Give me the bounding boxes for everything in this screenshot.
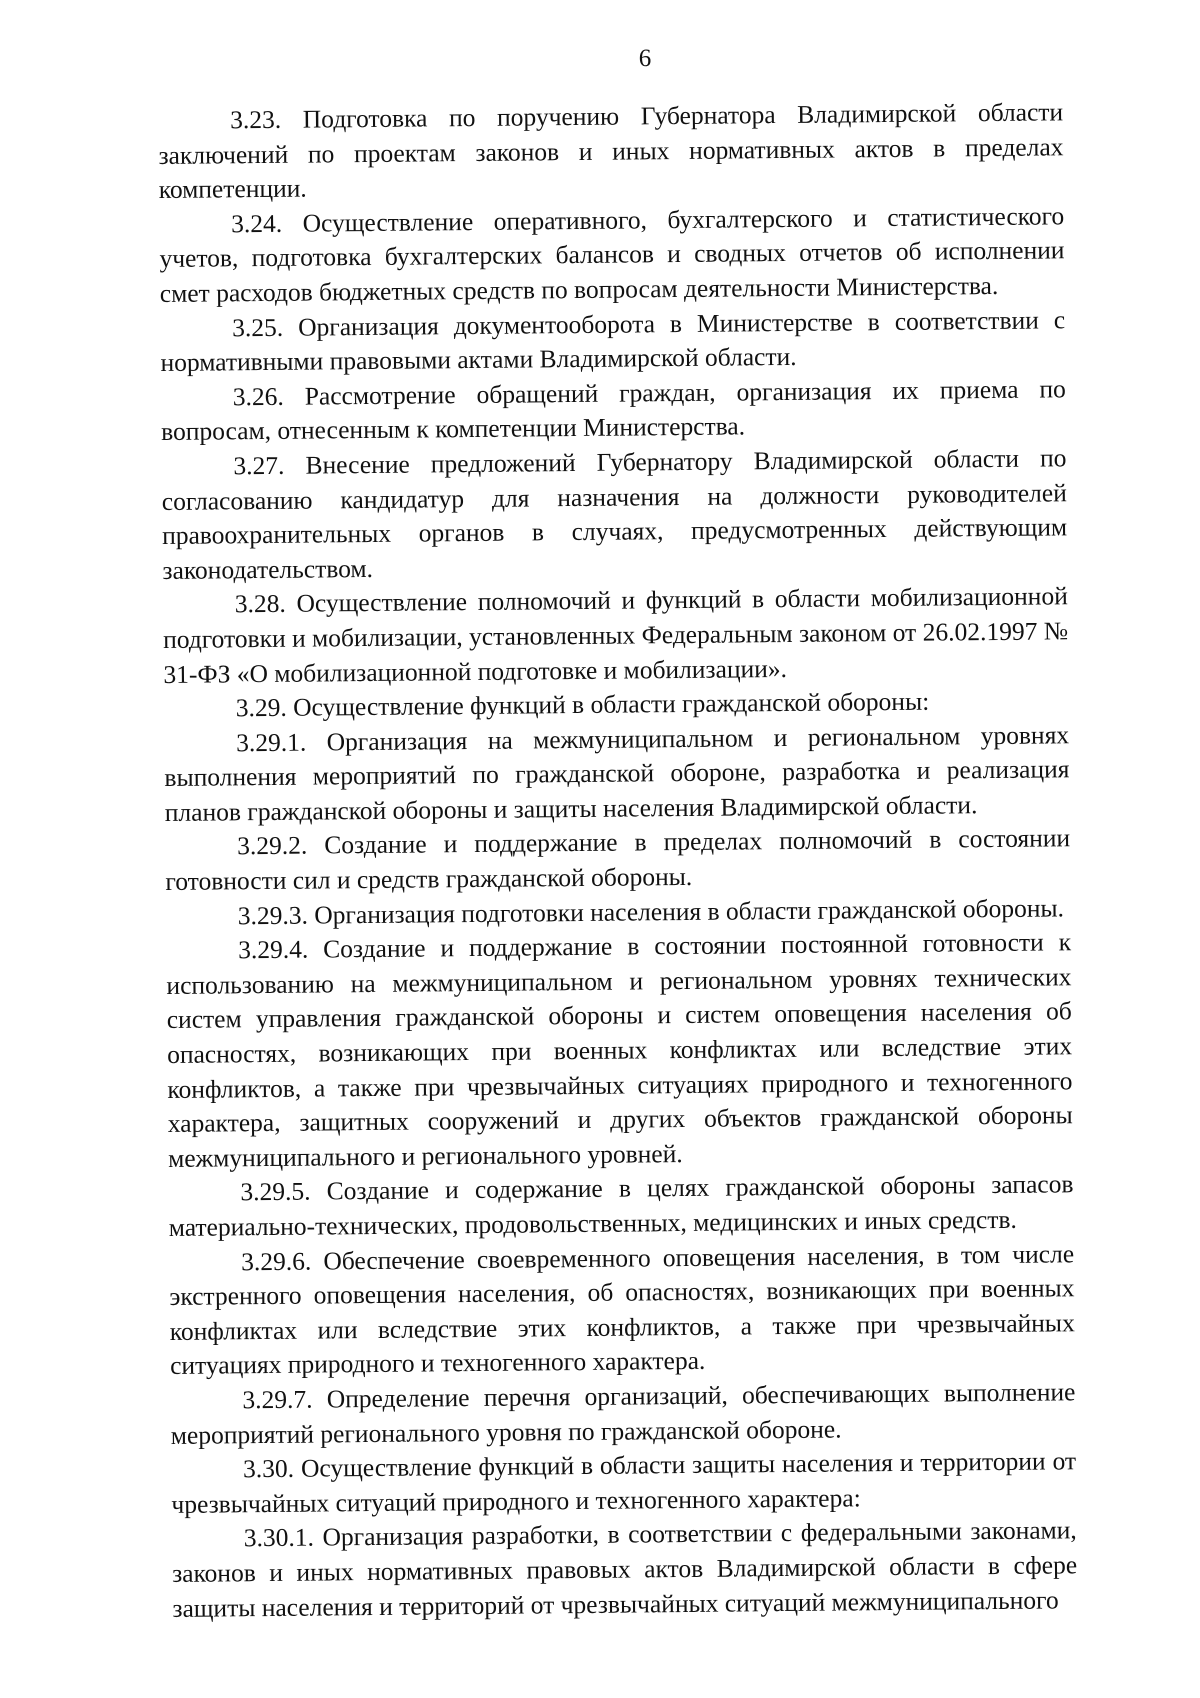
paragraph-3-28: 3.28. Осуществление полномочий и функций в области мобилизационной подготовки и мобилизации, установленных Федеральным законом от 26.02.1997 № 31-ФЗ «О мобилизационной подготовке и мобилизации». (163, 581, 1069, 689)
paragraph-3-29-1: 3.29.1. Организация на межмуниципальном и региональном уровнях выполнения мероприятий по гражданской обороне, разработка и реализация планов гражданской обороны и защиты населения Владимирской области. (164, 719, 1070, 827)
paragraph-3-29-5: 3.29.5. Создание и содержание в целях гражданской обороны запасов материально-технических, продовольственных, медицинских и иных средств. (168, 1169, 1074, 1242)
paragraph-3-27: 3.27. Внесение предложений Губернатору Владимирской области по согласованию кандидатур для назначения на должности руководителей правоохранительных органов в случаях, предусмотренных действующим законодательством. (161, 443, 1068, 585)
paragraph-3-26: 3.26. Рассмотрение обращений граждан, организация их приема по вопросам, отнесенным к компетенции Министерства. (161, 374, 1066, 447)
paragraph-3-29-2: 3.29.2. Создание и поддержание в пределах полномочий в состоянии готовности сил и средств гражданской обороны. (165, 823, 1071, 897)
paragraph-3-29-7: 3.29.7. Определение перечня организаций, обеспечивающих выполнение мероприятий регионального уровня по гражданской обороне. (170, 1377, 1076, 1450)
paragraph-3-29-3: 3.29.3. Организация подготовки населения в области гражданской обороны. (237, 892, 1065, 930)
paragraph-3-29-4: 3.29.4. Создание и поддержание в состоянии постоянной готовности к использованию на межмуниципальном и региональном уровнях технических систем управления гражданской обороны и систем оповещения населения об опасностях, возникающих при военных конфликтах или вследствие этих конфликтов, а также при чрезвычайных ситуациях природного и техногенного характера, защитных сооружений и других объектов гражданской обороны межмуниципального и регионального уровней. (166, 927, 1073, 1173)
paragraph-3-30: 3.30. Осуществление функций в области защиты населения и территории от чрезвычайных ситуаций природного и техногенного характера: (171, 1446, 1077, 1519)
paragraph-3-29: 3.29. Осуществление функций в области гражданской обороны: (235, 686, 930, 723)
paragraph-3-25: 3.25. Организация документооборота в Министерстве в соответствии с нормативными правовыми актами Владимирской области. (160, 304, 1066, 378)
paragraph-3-29-6: 3.29.6. Обеспечение своевременного оповещения населения, в том числе экстренного оповещения населения, об опасностях, возникающих при военных конфликтах или вследствие этих конфликтов, а также при чрезвычайных ситуациях природного и техногенного характера. (169, 1238, 1075, 1381)
paragraph-3-23: 3.23. Подготовка по поручению Губернатора Владимирской области заключений по проектам законов и иных нормативных актов в пределах компетенции. (158, 97, 1064, 205)
paragraph-3-30-1: 3.30.1. Организация разработки, в соответствии с федеральными законами, законов и иных нормативных правовых актов Владимирской области в сфере защиты населения и территорий от чрезвычайных ситуаций межмуниципального (171, 1515, 1078, 1623)
document-body (158, 95, 1078, 1626)
page-number: 6 (638, 45, 652, 72)
paragraph-3-24: 3.24. Осуществление оперативного, бухгалтерского и статистического учетов, подготовка бухгалтерских балансов и сводных отчетов об исполнении смет расходов бюджетных средств по вопросам деятельности Министерства. (159, 201, 1065, 308)
